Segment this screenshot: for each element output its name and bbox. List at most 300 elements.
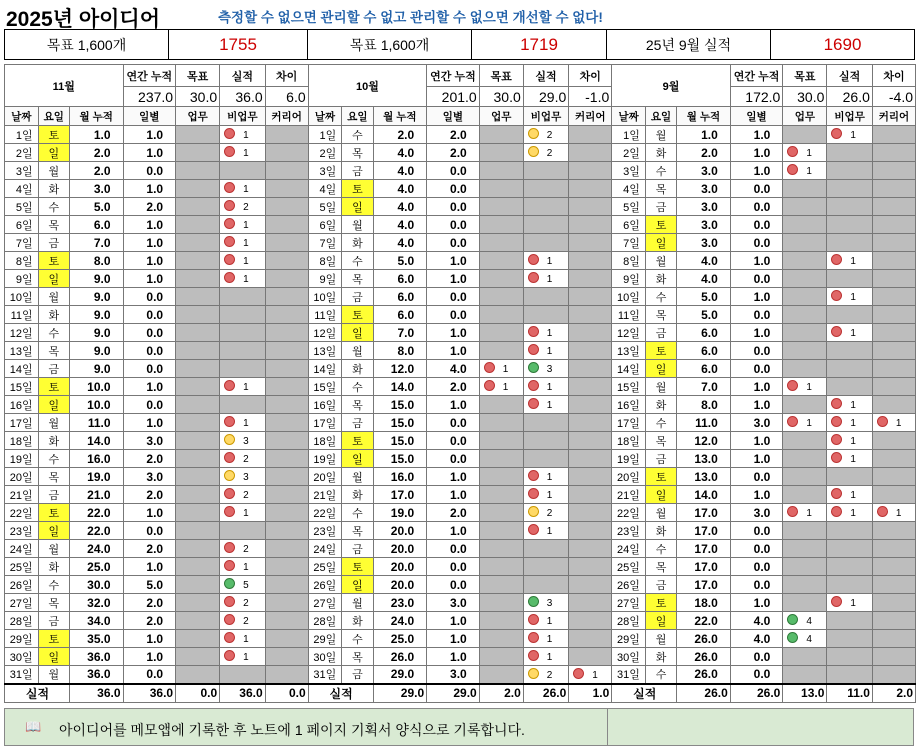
nonwork-cell bbox=[523, 144, 569, 162]
status-dot-icon bbox=[831, 596, 842, 607]
weekday-cell: 월 bbox=[342, 594, 373, 612]
date-cell: 3일 bbox=[308, 162, 342, 180]
nonwork-cell bbox=[523, 396, 569, 414]
daily-count: 0.0 bbox=[730, 576, 783, 594]
daily-count: 1.0 bbox=[427, 270, 480, 288]
status-dot-icon bbox=[528, 668, 539, 679]
daily-count: 2.0 bbox=[123, 594, 176, 612]
work-cell bbox=[176, 540, 220, 558]
nonwork-cell bbox=[827, 198, 873, 216]
totals-value: 1.0 bbox=[569, 684, 612, 703]
career-cell bbox=[569, 414, 612, 432]
month-cumulative: 2.0 bbox=[677, 144, 731, 162]
status-dot-icon bbox=[224, 128, 235, 139]
table-row bbox=[5, 540, 916, 558]
status-dot-icon bbox=[528, 128, 539, 139]
column-header: 업무 bbox=[479, 107, 523, 126]
career-cell bbox=[265, 198, 308, 216]
weekday-cell: 목 bbox=[38, 216, 69, 234]
nonwork-cell bbox=[220, 324, 266, 342]
career-cell bbox=[265, 630, 308, 648]
date-cell: 13일 bbox=[308, 342, 342, 360]
career-cell bbox=[569, 162, 612, 180]
status-dot-icon bbox=[528, 272, 539, 283]
month-cumulative: 1.0 bbox=[677, 126, 731, 144]
weekday-cell: 목 bbox=[645, 306, 676, 324]
count-value: 1 bbox=[806, 418, 812, 429]
date-cell: 10일 bbox=[5, 288, 39, 306]
month-title: 10월 bbox=[308, 65, 427, 107]
nonwork-cell bbox=[220, 666, 266, 684]
date-cell: 12일 bbox=[5, 324, 39, 342]
weekday-cell: 금 bbox=[645, 324, 676, 342]
career-cell bbox=[569, 468, 612, 486]
work-cell bbox=[176, 648, 220, 666]
date-cell: 29일 bbox=[308, 630, 342, 648]
date-cell: 8일 bbox=[5, 252, 39, 270]
career-cell bbox=[872, 486, 915, 504]
date-cell: 24일 bbox=[308, 540, 342, 558]
totals-value: 11.0 bbox=[827, 684, 873, 703]
work-cell bbox=[783, 306, 827, 324]
month-cumulative: 14.0 bbox=[373, 378, 427, 396]
status-dot-icon bbox=[831, 128, 842, 139]
work-cell bbox=[783, 540, 827, 558]
diff-label: 차이 bbox=[569, 65, 612, 87]
goal-value: 30.0 bbox=[479, 87, 523, 107]
month-cumulative: 2.0 bbox=[69, 162, 123, 180]
status-dot-icon bbox=[224, 488, 235, 499]
work-cell bbox=[176, 558, 220, 576]
table-row bbox=[5, 216, 916, 234]
annual-value: 172.0 bbox=[730, 87, 783, 107]
daily-count: 1.0 bbox=[427, 648, 480, 666]
daily-count: 0.0 bbox=[427, 198, 480, 216]
totals-value: 0.0 bbox=[176, 684, 220, 703]
nonwork-cell bbox=[523, 126, 569, 144]
weekday-cell: 화 bbox=[645, 522, 676, 540]
date-cell: 28일 bbox=[308, 612, 342, 630]
work-cell bbox=[479, 144, 523, 162]
totals-label: 실적 bbox=[308, 684, 373, 703]
weekday-cell: 화 bbox=[38, 558, 69, 576]
nonwork-cell bbox=[523, 414, 569, 432]
month-cumulative: 8.0 bbox=[677, 396, 731, 414]
count-value: 1 bbox=[850, 454, 856, 465]
career-cell bbox=[872, 216, 915, 234]
career-cell bbox=[569, 270, 612, 288]
daily-count: 3.0 bbox=[730, 504, 783, 522]
goal-value: 30.0 bbox=[783, 87, 827, 107]
status-dot-icon bbox=[224, 542, 235, 553]
date-cell: 3일 bbox=[5, 162, 39, 180]
work-cell bbox=[783, 648, 827, 666]
weekday-cell: 일 bbox=[342, 576, 373, 594]
work-cell bbox=[479, 504, 523, 522]
nonwork-cell bbox=[523, 270, 569, 288]
status-dot-icon bbox=[787, 146, 798, 157]
career-cell bbox=[872, 162, 915, 180]
totals-value: 36.0 bbox=[69, 684, 123, 703]
weekday-cell: 목 bbox=[38, 468, 69, 486]
nonwork-cell bbox=[827, 594, 873, 612]
daily-count: 0.0 bbox=[427, 540, 480, 558]
month-cumulative: 13.0 bbox=[677, 468, 731, 486]
status-dot-icon bbox=[831, 416, 842, 427]
count-value: 1 bbox=[850, 490, 856, 501]
date-cell: 15일 bbox=[5, 378, 39, 396]
totals-value: 29.0 bbox=[427, 684, 480, 703]
work-cell bbox=[176, 522, 220, 540]
nonwork-cell bbox=[827, 234, 873, 252]
daily-count: 1.0 bbox=[427, 486, 480, 504]
nonwork-cell bbox=[827, 468, 873, 486]
column-header: 일별 bbox=[427, 107, 480, 126]
daily-count: 0.0 bbox=[730, 270, 783, 288]
career-cell bbox=[569, 180, 612, 198]
month-cumulative: 3.0 bbox=[677, 216, 731, 234]
date-cell: 19일 bbox=[5, 450, 39, 468]
month-cumulative: 6.0 bbox=[677, 342, 731, 360]
weekday-cell: 목 bbox=[342, 396, 373, 414]
weekday-cell: 목 bbox=[342, 270, 373, 288]
daily-count: 2.0 bbox=[427, 378, 480, 396]
status-dot-icon bbox=[528, 614, 539, 625]
column-header: 업무 bbox=[176, 107, 220, 126]
nonwork-cell bbox=[827, 576, 873, 594]
career-cell bbox=[265, 540, 308, 558]
daily-count: 0.0 bbox=[123, 360, 176, 378]
weekday-cell: 토 bbox=[38, 126, 69, 144]
nonwork-cell bbox=[220, 540, 266, 558]
weekday-cell: 토 bbox=[38, 252, 69, 270]
weekday-cell: 토 bbox=[645, 216, 676, 234]
nonwork-cell bbox=[523, 216, 569, 234]
month-cumulative: 17.0 bbox=[677, 576, 731, 594]
nonwork-cell bbox=[220, 216, 266, 234]
career-cell bbox=[265, 342, 308, 360]
career-cell bbox=[569, 396, 612, 414]
nonwork-cell bbox=[220, 468, 266, 486]
table-row bbox=[5, 486, 916, 504]
date-cell: 30일 bbox=[5, 648, 39, 666]
nonwork-cell bbox=[220, 450, 266, 468]
weekday-cell: 토 bbox=[342, 558, 373, 576]
daily-count: 1.0 bbox=[730, 252, 783, 270]
weekday-cell: 금 bbox=[342, 288, 373, 306]
nonwork-cell bbox=[523, 234, 569, 252]
count-value: 1 bbox=[243, 562, 249, 573]
diff-value: -4.0 bbox=[872, 87, 915, 107]
month-cumulative: 17.0 bbox=[373, 486, 427, 504]
work-cell bbox=[176, 630, 220, 648]
work-cell bbox=[479, 612, 523, 630]
daily-count: 1.0 bbox=[123, 558, 176, 576]
table-row bbox=[5, 126, 916, 144]
actual-value: 29.0 bbox=[523, 87, 569, 107]
nonwork-cell bbox=[523, 630, 569, 648]
date-cell: 1일 bbox=[308, 126, 342, 144]
nonwork-cell bbox=[523, 306, 569, 324]
count-value: 1 bbox=[243, 184, 249, 195]
nonwork-cell bbox=[827, 180, 873, 198]
month-cumulative: 4.0 bbox=[373, 216, 427, 234]
career-cell bbox=[872, 234, 915, 252]
goal-value: 30.0 bbox=[176, 87, 220, 107]
date-cell: 14일 bbox=[5, 360, 39, 378]
career-cell bbox=[872, 504, 915, 522]
month-cumulative: 9.0 bbox=[69, 306, 123, 324]
actual-label: 실적 bbox=[523, 65, 569, 87]
work-cell bbox=[479, 594, 523, 612]
nonwork-cell bbox=[827, 630, 873, 648]
date-cell: 2일 bbox=[5, 144, 39, 162]
daily-count: 0.0 bbox=[123, 522, 176, 540]
status-dot-icon bbox=[787, 614, 798, 625]
table-row bbox=[5, 306, 916, 324]
month-cumulative: 22.0 bbox=[69, 504, 123, 522]
status-dot-icon bbox=[831, 506, 842, 517]
date-cell: 22일 bbox=[308, 504, 342, 522]
career-cell bbox=[265, 576, 308, 594]
date-cell: 31일 bbox=[5, 666, 39, 684]
table-row bbox=[5, 342, 916, 360]
month-cumulative: 20.0 bbox=[373, 522, 427, 540]
work-cell bbox=[783, 342, 827, 360]
nonwork-cell bbox=[523, 666, 569, 684]
career-cell bbox=[872, 396, 915, 414]
month-cumulative: 13.0 bbox=[677, 450, 731, 468]
nonwork-cell bbox=[523, 558, 569, 576]
table-row bbox=[5, 576, 916, 594]
career-cell bbox=[872, 324, 915, 342]
month-cumulative: 5.0 bbox=[69, 198, 123, 216]
daily-count: 0.0 bbox=[730, 342, 783, 360]
career-cell bbox=[569, 432, 612, 450]
status-dot-icon bbox=[528, 380, 539, 391]
count-value: 2 bbox=[243, 544, 249, 555]
weekday-cell: 토 bbox=[38, 630, 69, 648]
month-cumulative: 23.0 bbox=[373, 594, 427, 612]
weekday-cell: 금 bbox=[38, 360, 69, 378]
table-row bbox=[5, 288, 916, 306]
weekday-cell: 금 bbox=[342, 414, 373, 432]
date-cell: 24일 bbox=[612, 540, 646, 558]
month-cumulative: 20.0 bbox=[373, 576, 427, 594]
column-header: 비업무 bbox=[523, 107, 569, 126]
daily-count: 2.0 bbox=[123, 450, 176, 468]
month-cumulative: 19.0 bbox=[373, 504, 427, 522]
weekday-cell: 토 bbox=[342, 306, 373, 324]
weekday-cell: 수 bbox=[645, 540, 676, 558]
weekday-cell: 수 bbox=[38, 450, 69, 468]
date-cell: 26일 bbox=[5, 576, 39, 594]
page-title: 2025년 아이디어 bbox=[6, 8, 160, 31]
month-cumulative: 3.0 bbox=[69, 180, 123, 198]
date-cell: 1일 bbox=[5, 126, 39, 144]
work-cell bbox=[783, 432, 827, 450]
nonwork-cell bbox=[523, 468, 569, 486]
status-dot-icon bbox=[224, 650, 235, 661]
career-cell bbox=[265, 144, 308, 162]
weekday-cell: 월 bbox=[38, 414, 69, 432]
daily-count: 1.0 bbox=[427, 468, 480, 486]
status-dot-icon bbox=[224, 596, 235, 607]
daily-count: 1.0 bbox=[123, 648, 176, 666]
status-dot-icon bbox=[831, 254, 842, 265]
table-row bbox=[5, 450, 916, 468]
count-value: 1 bbox=[850, 400, 856, 411]
career-cell bbox=[265, 234, 308, 252]
summary-value: 1755 bbox=[169, 30, 308, 60]
career-cell bbox=[569, 216, 612, 234]
month-cumulative: 32.0 bbox=[69, 594, 123, 612]
status-dot-icon bbox=[224, 236, 235, 247]
career-cell bbox=[569, 342, 612, 360]
nonwork-cell bbox=[220, 126, 266, 144]
weekday-cell: 금 bbox=[645, 450, 676, 468]
daily-count: 2.0 bbox=[123, 486, 176, 504]
month-cumulative: 15.0 bbox=[373, 414, 427, 432]
weekday-cell: 일 bbox=[342, 198, 373, 216]
date-cell: 19일 bbox=[308, 450, 342, 468]
weekday-cell: 월 bbox=[342, 468, 373, 486]
work-cell bbox=[176, 288, 220, 306]
count-value: 2 bbox=[546, 508, 553, 519]
work-cell bbox=[176, 324, 220, 342]
book-icon: 📖 bbox=[25, 719, 42, 734]
work-cell bbox=[783, 576, 827, 594]
actual-label: 실적 bbox=[827, 65, 873, 87]
daily-count: 0.0 bbox=[427, 180, 480, 198]
count-value: 2 bbox=[546, 669, 553, 681]
date-cell: 18일 bbox=[5, 432, 39, 450]
table-row bbox=[5, 252, 916, 270]
column-header: 월 누적 bbox=[69, 107, 123, 126]
career-cell bbox=[872, 306, 915, 324]
daily-count: 2.0 bbox=[427, 504, 480, 522]
work-cell bbox=[783, 594, 827, 612]
column-header: 월 누적 bbox=[677, 107, 731, 126]
nonwork-cell bbox=[220, 648, 266, 666]
daily-count: 0.0 bbox=[730, 540, 783, 558]
work-cell bbox=[479, 630, 523, 648]
nonwork-cell bbox=[220, 180, 266, 198]
month-cumulative: 14.0 bbox=[677, 486, 731, 504]
nonwork-cell bbox=[523, 504, 569, 522]
career-cell bbox=[265, 360, 308, 378]
count-value: 1 bbox=[850, 292, 856, 303]
status-dot-icon bbox=[787, 506, 798, 517]
work-cell bbox=[176, 342, 220, 360]
count-value: 1 bbox=[243, 238, 249, 249]
nonwork-cell bbox=[523, 378, 569, 396]
daily-count: 0.0 bbox=[730, 648, 783, 666]
daily-count: 1.0 bbox=[730, 126, 783, 144]
summary-value: 1719 bbox=[472, 30, 607, 60]
date-cell: 25일 bbox=[612, 558, 646, 576]
weekday-cell: 수 bbox=[645, 162, 676, 180]
date-cell: 23일 bbox=[308, 522, 342, 540]
date-cell: 18일 bbox=[308, 432, 342, 450]
weekday-cell: 목 bbox=[342, 144, 373, 162]
daily-count: 1.0 bbox=[123, 126, 176, 144]
daily-count: 0.0 bbox=[730, 306, 783, 324]
daily-count: 0.0 bbox=[427, 306, 480, 324]
daily-count: 0.0 bbox=[123, 396, 176, 414]
nonwork-cell bbox=[220, 360, 266, 378]
work-cell bbox=[783, 450, 827, 468]
count-value: 1 bbox=[243, 652, 249, 663]
month-cumulative: 14.0 bbox=[69, 432, 123, 450]
work-cell bbox=[176, 594, 220, 612]
month-cumulative: 25.0 bbox=[69, 558, 123, 576]
date-cell: 29일 bbox=[612, 630, 646, 648]
career-cell bbox=[872, 288, 915, 306]
count-value: 1 bbox=[546, 526, 553, 537]
daily-count: 1.0 bbox=[123, 216, 176, 234]
work-cell bbox=[783, 252, 827, 270]
date-cell: 31일 bbox=[612, 666, 646, 684]
weekday-cell: 수 bbox=[342, 630, 373, 648]
career-cell bbox=[265, 180, 308, 198]
date-cell: 23일 bbox=[5, 522, 39, 540]
daily-count: 0.0 bbox=[427, 216, 480, 234]
work-cell bbox=[783, 162, 827, 180]
month-cumulative: 17.0 bbox=[677, 558, 731, 576]
date-cell: 28일 bbox=[612, 612, 646, 630]
month-cumulative: 29.0 bbox=[373, 666, 427, 684]
column-header: 커리어 bbox=[872, 107, 915, 126]
annual-label: 연간 누적 bbox=[730, 65, 783, 87]
career-cell bbox=[265, 450, 308, 468]
count-value: 3 bbox=[243, 436, 249, 447]
nonwork-cell bbox=[523, 540, 569, 558]
nonwork-cell bbox=[220, 558, 266, 576]
daily-count: 1.0 bbox=[730, 432, 783, 450]
daily-count: 0.0 bbox=[427, 288, 480, 306]
career-cell bbox=[265, 558, 308, 576]
weekday-cell: 월 bbox=[342, 342, 373, 360]
nonwork-cell bbox=[220, 522, 266, 540]
month-cumulative: 34.0 bbox=[69, 612, 123, 630]
status-dot-icon bbox=[224, 416, 235, 427]
status-dot-icon bbox=[224, 452, 235, 463]
work-cell bbox=[176, 396, 220, 414]
column-header: 요일 bbox=[342, 107, 373, 126]
month-cumulative: 30.0 bbox=[69, 576, 123, 594]
weekday-cell: 수 bbox=[342, 252, 373, 270]
career-cell bbox=[265, 486, 308, 504]
career-cell bbox=[265, 648, 308, 666]
status-dot-icon bbox=[831, 398, 842, 409]
count-value: 1 bbox=[806, 148, 812, 159]
status-dot-icon bbox=[224, 614, 235, 625]
nonwork-cell bbox=[827, 486, 873, 504]
career-cell bbox=[872, 180, 915, 198]
work-cell bbox=[783, 198, 827, 216]
month-cumulative: 6.0 bbox=[69, 216, 123, 234]
nonwork-cell bbox=[220, 342, 266, 360]
nonwork-cell bbox=[220, 630, 266, 648]
count-value: 1 bbox=[243, 418, 249, 429]
month-cumulative: 1.0 bbox=[69, 126, 123, 144]
count-value: 1 bbox=[546, 274, 553, 285]
work-cell bbox=[479, 414, 523, 432]
career-cell bbox=[872, 540, 915, 558]
totals-value: 13.0 bbox=[783, 684, 827, 703]
month-cumulative: 9.0 bbox=[69, 324, 123, 342]
